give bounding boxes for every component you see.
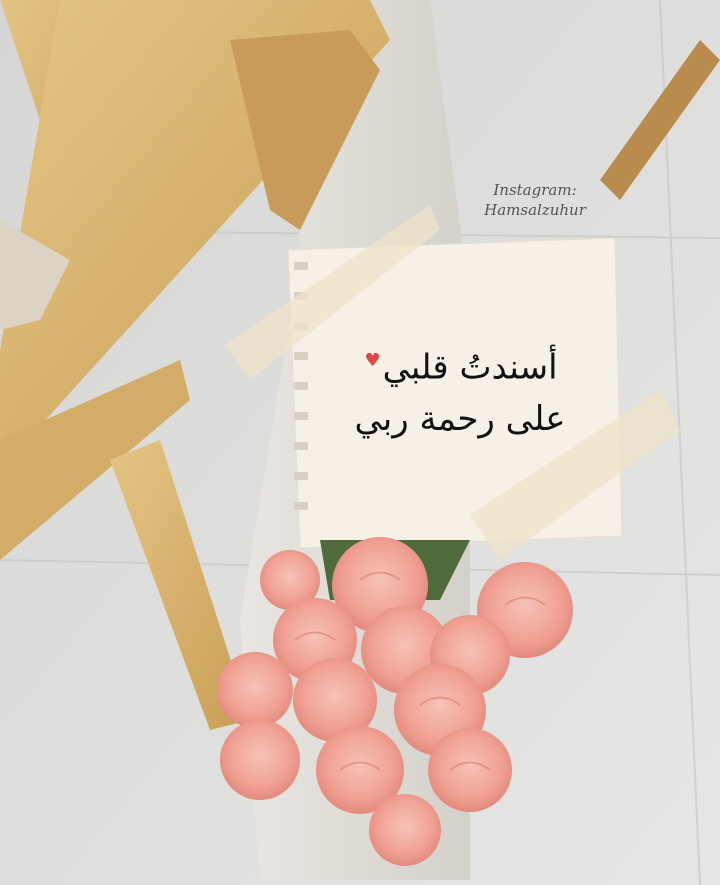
note-line1 <box>330 335 590 393</box>
note-line2: على رحمة ربي <box>354 399 566 440</box>
watermark-line2: Hamsalzuhur <box>484 201 586 219</box>
note-text <box>330 335 590 445</box>
heart-icon: ♥ <box>364 350 381 371</box>
watermark-line1: Instagram: <box>493 181 577 199</box>
instagram-watermark <box>470 180 600 220</box>
note-line1-text: أسندتُ قلبي <box>382 347 558 388</box>
